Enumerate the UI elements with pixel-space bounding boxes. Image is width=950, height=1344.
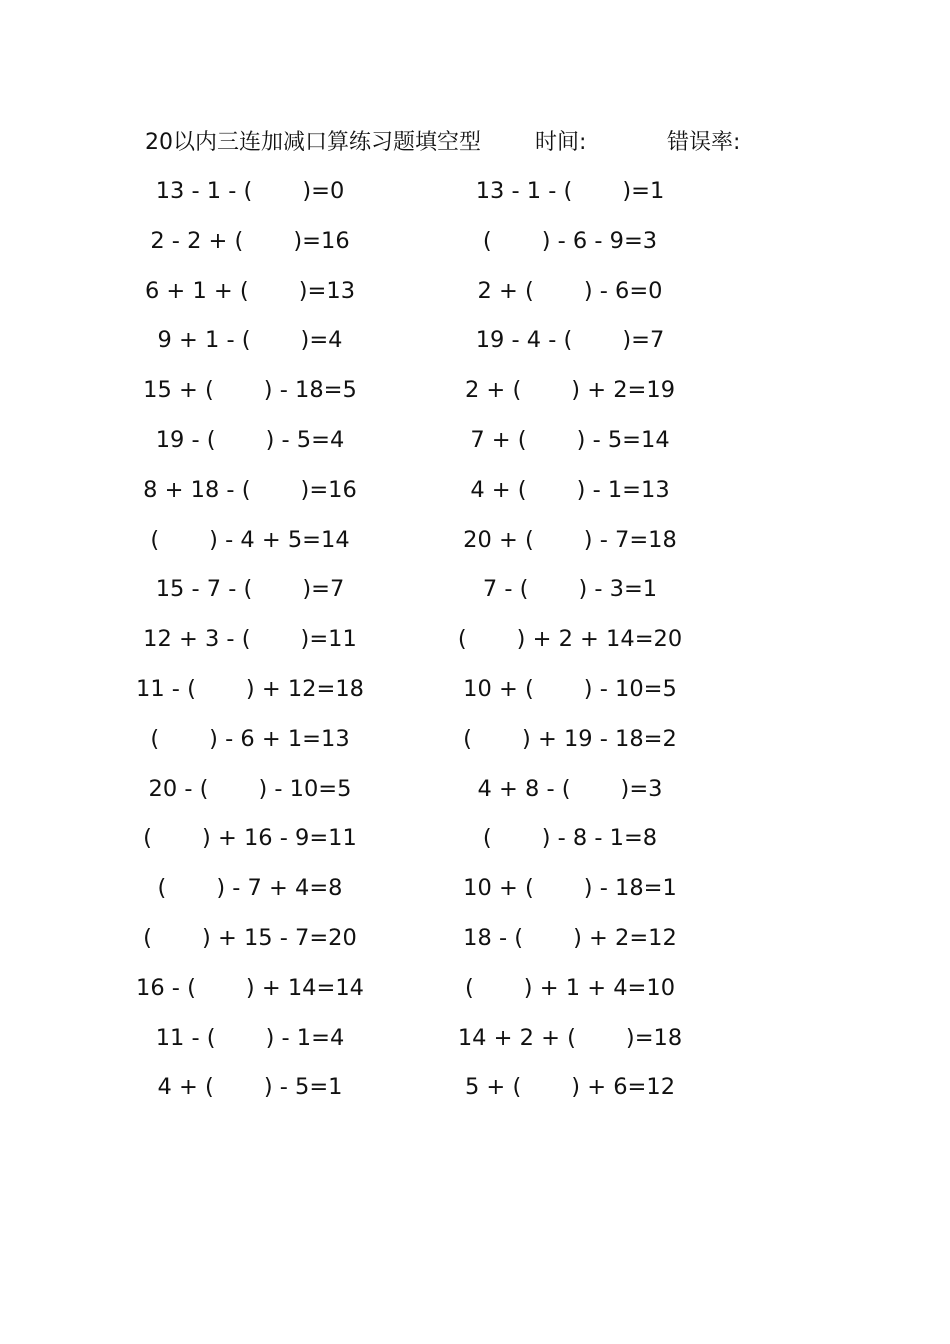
problem-item: 11 - ( ) - 1=4 [155,1024,345,1051]
problem-item: 8 + 18 - ( )=16 [143,476,357,503]
problem-item: 9 + 1 - ( )=4 [157,327,343,354]
problem-item: 13 - 1 - ( )=1 [475,178,665,204]
problem-item: ( ) - 7 + 4=8 [157,875,343,902]
problem-item: 7 - ( ) - 3=1 [482,576,658,603]
problem-item: ( ) + 16 - 9=11 [143,825,357,852]
problem-item: ( ) + 1 + 4=10 [464,974,676,1001]
problem-item: ( ) - 4 + 5=14 [150,526,350,553]
problem-item: 16 - ( ) + 14=14 [136,974,364,1001]
problem-item: 4 + 8 - ( )=3 [477,775,663,802]
problem-item: 2 - 2 + ( )=16 [150,227,350,254]
problem-item: 7 + ( ) - 5=14 [470,426,670,453]
problem-item: ( ) + 2 + 14=20 [457,626,683,653]
problem-item: 14 + 2 + ( )=18 [457,1024,683,1051]
problem-item: 10 + ( ) - 10=5 [463,675,677,702]
problem-item: ( ) + 15 - 7=20 [143,924,357,951]
problem-column-right [430,170,710,1116]
problem-item: ( ) - 6 - 9=3 [482,227,658,254]
problem-item: 2 + ( ) - 6=0 [477,277,663,304]
problem-item: 4 + ( ) - 1=13 [470,476,670,503]
worksheet-header [145,126,785,160]
problem-item: ( ) - 6 + 1=13 [150,725,350,752]
problem-item: 20 - ( ) - 10=5 [148,775,352,802]
problem-item: 18 - ( ) + 2=12 [463,924,677,951]
problem-item: 19 - ( ) - 5=4 [155,426,345,453]
problem-item: 20 + ( ) - 7=18 [463,526,677,553]
problem-item: 10 + ( ) - 18=1 [463,875,677,902]
problem-item: 19 - 4 - ( )=7 [475,327,665,354]
problem-item: ( ) + 19 - 18=2 [463,725,677,752]
problem-item: 6 + 1 + ( )=13 [144,277,356,304]
problem-item: 15 + ( ) - 18=5 [143,377,357,404]
problem-column-left [110,170,390,1116]
error-rate-label: 错误率: [667,130,741,155]
problem-item: 13 - 1 - ( )=0 [155,178,345,204]
worksheet-title: 20以内三连加减口算练习题填空型 [145,130,481,155]
problem-item: 15 - 7 - ( )=7 [155,576,345,603]
time-label: 时间: [535,130,587,155]
problem-item: 11 - ( ) + 12=18 [136,675,364,702]
problem-item: 12 + 3 - ( )=11 [143,626,357,653]
problem-item: 5 + ( ) + 6=12 [464,1074,676,1101]
problem-item: ( ) - 8 - 1=8 [482,825,658,852]
problem-item: 2 + ( ) + 2=19 [464,377,676,404]
problem-item: 4 + ( ) - 5=1 [157,1074,343,1101]
